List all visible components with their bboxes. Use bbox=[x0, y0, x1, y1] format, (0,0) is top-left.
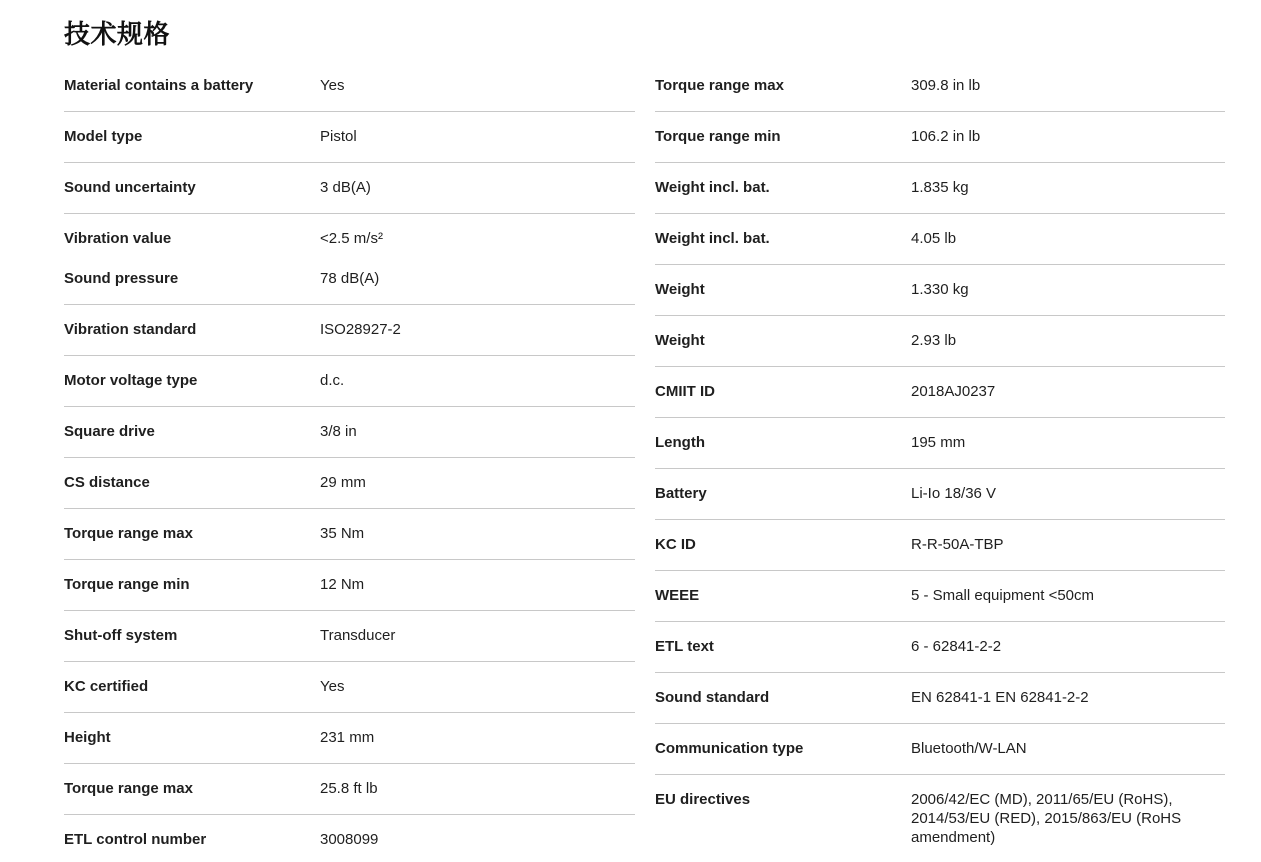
spec-section bbox=[655, 61, 1225, 112]
spec-value: Yes bbox=[320, 678, 345, 695]
spec-section bbox=[655, 724, 1225, 775]
spec-value: 5 - Small equipment <50cm bbox=[911, 587, 1095, 604]
spec-section bbox=[64, 305, 635, 356]
spec-label: Weight bbox=[655, 332, 705, 349]
spec-label: Communication type bbox=[655, 740, 804, 757]
spec-label: Shut-off system bbox=[64, 627, 178, 644]
spec-label: KC ID bbox=[655, 536, 696, 553]
spec-label: Torque range max bbox=[64, 525, 193, 542]
spec-label: Sound pressure bbox=[64, 270, 179, 287]
spec-label: Torque range min bbox=[655, 128, 781, 145]
spec-section bbox=[655, 418, 1225, 469]
spec-table-right bbox=[655, 61, 1225, 862]
spec-row bbox=[655, 433, 1225, 452]
spec-label: Weight incl. bat. bbox=[655, 230, 770, 247]
spec-row bbox=[655, 382, 1225, 401]
spec-label: ETL text bbox=[655, 638, 714, 655]
spec-value: 4.05 lb bbox=[911, 230, 957, 247]
spec-section bbox=[655, 775, 1225, 862]
spec-value: 6 - 62841-2-2 bbox=[911, 638, 1002, 655]
spec-label: Vibration value bbox=[64, 230, 172, 247]
spec-label: Torque range min bbox=[64, 576, 190, 593]
spec-value: 3/8 in bbox=[320, 423, 357, 440]
spec-label: CS distance bbox=[64, 474, 150, 491]
spec-section bbox=[64, 662, 635, 713]
spec-section bbox=[64, 560, 635, 611]
spec-section bbox=[655, 469, 1225, 520]
spec-label: Weight incl. bat. bbox=[655, 179, 770, 196]
spec-value: EN 62841-1 EN 62841-2-2 bbox=[911, 689, 1089, 706]
spec-value: 106.2 in lb bbox=[911, 128, 981, 145]
spec-section bbox=[64, 611, 635, 662]
spec-row bbox=[655, 484, 1225, 503]
spec-section bbox=[655, 265, 1225, 316]
spec-section bbox=[655, 112, 1225, 163]
spec-value: Pistol bbox=[320, 128, 357, 145]
spec-value: 35 Nm bbox=[320, 525, 365, 542]
spec-section bbox=[655, 520, 1225, 571]
spec-label: Model type bbox=[64, 128, 143, 145]
spec-row bbox=[64, 473, 635, 492]
spec-section bbox=[64, 61, 635, 112]
spec-value: <2.5 m/s² bbox=[320, 230, 383, 247]
spec-row bbox=[655, 331, 1225, 350]
spec-section bbox=[64, 509, 635, 560]
spec-section bbox=[655, 673, 1225, 724]
spec-row bbox=[64, 127, 635, 146]
spec-section bbox=[64, 407, 635, 458]
spec-row bbox=[655, 178, 1225, 197]
spec-row bbox=[64, 178, 635, 197]
spec-section bbox=[655, 316, 1225, 367]
spec-section bbox=[655, 571, 1225, 622]
spec-row bbox=[64, 779, 635, 798]
spec-row bbox=[64, 728, 635, 747]
spec-section bbox=[64, 356, 635, 407]
spec-section bbox=[64, 713, 635, 764]
spec-label: KC certified bbox=[64, 678, 149, 695]
spec-label: Height bbox=[64, 729, 111, 746]
spec-label: Motor voltage type bbox=[64, 372, 198, 389]
spec-value: Bluetooth/W-LAN bbox=[911, 740, 1027, 757]
spec-label: ETL control number bbox=[64, 831, 207, 848]
spec-label: Sound standard bbox=[655, 689, 770, 706]
spec-label: Torque range max bbox=[64, 780, 193, 797]
spec-section bbox=[655, 163, 1225, 214]
spec-value: 195 mm bbox=[911, 434, 966, 451]
spec-row bbox=[64, 524, 635, 543]
spec-value: 231 mm bbox=[320, 729, 375, 746]
spec-value: 78 dB(A) bbox=[320, 270, 380, 287]
spec-value: 2006/42/EC (MD), 2011/65/EU (RoHS), 2014/53/EU (RED), 2015/863/EU (RoHS amendment) bbox=[911, 791, 1182, 846]
spec-table-left bbox=[64, 61, 635, 862]
page-title: 技术规格 bbox=[64, 19, 171, 49]
spec-value: 25.8 ft lb bbox=[320, 780, 378, 797]
spec-value: Transducer bbox=[320, 627, 396, 644]
spec-value: Yes bbox=[320, 77, 345, 94]
spec-value: 12 Nm bbox=[320, 576, 365, 593]
spec-section bbox=[64, 163, 635, 214]
spec-label: Length bbox=[655, 434, 705, 451]
spec-value: 29 mm bbox=[320, 474, 366, 491]
spec-value: 1.835 kg bbox=[911, 179, 969, 196]
spec-label: Weight bbox=[655, 281, 705, 298]
spec-value: 3 dB(A) bbox=[320, 179, 371, 196]
spec-section bbox=[64, 764, 635, 815]
spec-row bbox=[655, 586, 1225, 605]
spec-value: R-R-50A-TBP bbox=[911, 536, 1004, 553]
spec-label: Material contains a battery bbox=[64, 77, 254, 94]
spec-row bbox=[655, 688, 1225, 707]
spec-label: CMIIT ID bbox=[655, 383, 715, 400]
spec-row bbox=[655, 790, 1225, 847]
spec-value: 1.330 kg bbox=[911, 281, 969, 298]
spec-row bbox=[64, 320, 635, 339]
spec-section bbox=[64, 112, 635, 163]
spec-row bbox=[64, 371, 635, 390]
spec-label: Vibration standard bbox=[64, 321, 197, 338]
spec-label: WEEE bbox=[655, 587, 700, 604]
spec-page bbox=[0, 20, 1261, 862]
spec-section bbox=[64, 458, 635, 509]
spec-value: ISO28927-2 bbox=[320, 321, 401, 338]
spec-row bbox=[655, 739, 1225, 758]
spec-section bbox=[655, 367, 1225, 418]
spec-row bbox=[655, 229, 1225, 248]
spec-section bbox=[655, 622, 1225, 673]
spec-row bbox=[655, 535, 1225, 554]
spec-section bbox=[655, 214, 1225, 265]
spec-section bbox=[64, 815, 635, 862]
spec-row bbox=[655, 637, 1225, 656]
spec-label: Square drive bbox=[64, 423, 155, 440]
spec-row bbox=[655, 280, 1225, 299]
spec-row bbox=[64, 830, 635, 849]
spec-value: 309.8 in lb bbox=[911, 77, 981, 94]
spec-label: Torque range max bbox=[655, 77, 784, 94]
spec-row bbox=[64, 76, 635, 95]
spec-value: d.c. bbox=[320, 372, 345, 389]
spec-row bbox=[64, 422, 635, 441]
spec-row bbox=[64, 269, 635, 288]
spec-value: 2018AJ0237 bbox=[911, 383, 996, 400]
spec-label: Battery bbox=[655, 485, 707, 502]
spec-row bbox=[64, 626, 635, 645]
spec-row bbox=[64, 229, 635, 248]
spec-section bbox=[64, 214, 635, 305]
spec-columns bbox=[64, 61, 1225, 862]
spec-value: 2.93 lb bbox=[911, 332, 957, 349]
spec-row bbox=[655, 127, 1225, 146]
spec-row bbox=[655, 76, 1225, 95]
spec-value: Li-Io 18/36 V bbox=[911, 485, 997, 502]
spec-row bbox=[64, 677, 635, 696]
spec-row bbox=[64, 575, 635, 594]
spec-label: Sound uncertainty bbox=[64, 179, 196, 196]
spec-label: EU directives bbox=[655, 791, 751, 808]
spec-value: 3008099 bbox=[320, 831, 379, 848]
